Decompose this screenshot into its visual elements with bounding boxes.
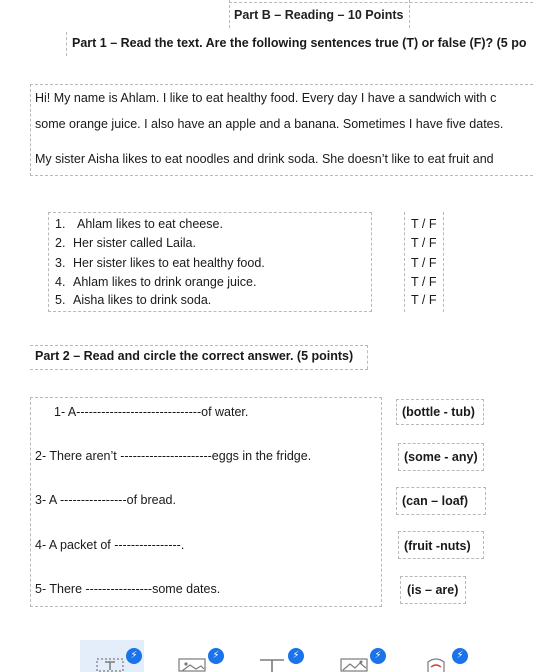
true-false-choice[interactable]: T / F [411,256,437,270]
statement-number: 2. [55,236,66,250]
image-tool-button[interactable] [162,640,226,672]
true-false-choice[interactable]: T / F [411,293,437,307]
text-tool-button[interactable] [244,640,308,672]
true-false-choice[interactable]: T / F [411,275,437,289]
true-false-choice[interactable]: T / F [411,236,437,250]
premium-badge-icon: ⚡ [208,648,224,664]
statement-text: Aisha likes to drink soda. [73,293,212,307]
premium-badge-icon: ⚡ [288,648,304,664]
answer-options[interactable]: (can – loaf) [402,494,468,508]
answer-options[interactable]: (some - any) [404,450,478,464]
answer-options[interactable]: (bottle - tub) [402,405,475,419]
part1-instruction: Part 1 – Read the text. Are the following sentences true (T) or false (F)? (5 po [72,36,527,50]
passage-line-3: My sister Aisha likes to eat noodles and drink soda. She doesn’t like to eat fruit and [35,152,494,166]
answer-options[interactable]: (is – are) [407,583,459,597]
text-icon [258,658,286,672]
true-false-choice[interactable]: T / F [411,217,437,231]
premium-badge-icon: ⚡ [126,648,142,664]
answer-options[interactable]: (fruit -nuts) [404,539,471,553]
signature-icon [422,658,450,672]
sign-tool-button[interactable] [408,640,472,672]
part2-instruction: Part 2 – Read and circle the correct answer. (5 points) [35,349,354,363]
premium-badge-icon: ⚡ [370,648,386,664]
statement-number: 5. [55,293,66,307]
question-text: 5- There ----------------some dates. [35,582,221,596]
statement-text: Ahlam likes to eat cheese. [77,217,223,231]
image-edit-icon [340,658,368,672]
statement-text: Her sister called Laila. [73,236,196,250]
passage-line-1: Hi! My name is Ahlam. I like to eat healthy food. Every day I have a sandwich with c [35,91,497,105]
question-text: 2- There aren’t ----------------------eggs in the fridge. [35,449,312,463]
question-text: 3- A ----------------of bread. [35,493,176,507]
passage-line-2: some orange juice. I also have an apple and a banana. Sometimes I have five dates. [35,117,504,131]
question-text: 1- A------------------------------of water. [54,405,249,419]
select-text-icon [96,658,124,672]
image-icon [178,658,206,672]
statement-number: 1. [55,217,66,231]
select-text-tool-button[interactable] [80,640,144,672]
statement-text: Ahlam likes to drink orange juice. [73,275,257,289]
statement-number: 4. [55,275,66,289]
premium-badge-icon: ⚡ [452,648,468,664]
image-edit-tool-button[interactable] [326,640,390,672]
section-title: Part B – Reading – 10 Points [234,8,404,22]
statement-text: Her sister likes to eat healthy food. [73,256,265,270]
question-text: 4- A packet of ----------------. [35,538,185,552]
statement-number: 3. [55,256,66,270]
